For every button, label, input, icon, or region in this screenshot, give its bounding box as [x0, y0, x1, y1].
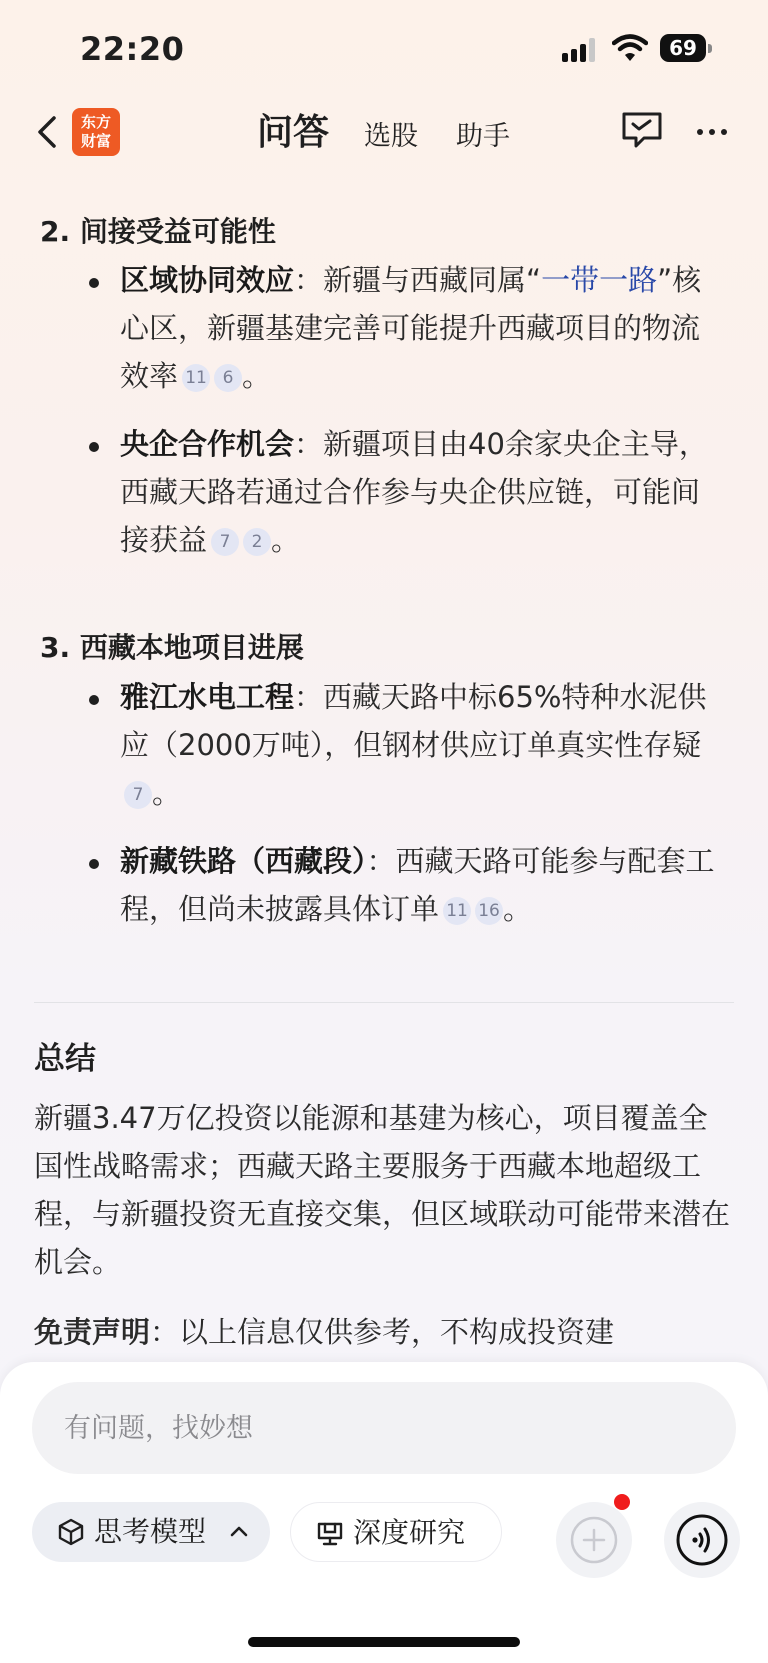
- bullet-text: 央企合作机会：新疆项目由40余家央企主导，西藏天路若通过合作参与央企供应链，可能间接获益 7 2 。: [120, 427, 708, 557]
- section-heading-3: 3. 西藏本地项目进展: [40, 631, 304, 664]
- bullet-text: 新藏铁路（西藏段）：西藏天路可能参与配套工程，但尚未披露具体订单 11 16 。: [120, 844, 715, 926]
- wifi-icon: [612, 34, 648, 62]
- list-item: [92, 420, 722, 564]
- tab-qa[interactable]: 问答: [257, 112, 330, 153]
- bullet-dot: [89, 695, 99, 705]
- deep-research-button[interactable]: [290, 1502, 502, 1562]
- back-icon[interactable]: [34, 114, 62, 150]
- status-time: 22:20: [80, 30, 185, 68]
- citation-badge[interactable]: 11: [443, 897, 471, 925]
- research-icon: [315, 1518, 345, 1548]
- bullet-dot: [89, 278, 99, 288]
- question-input[interactable]: [32, 1382, 736, 1474]
- deep-research-label: 深度研究: [353, 1516, 466, 1549]
- bullet-text: 区域协同效应：新疆与西藏同属“一带一路”核心区，新疆基建完善可能提升西藏项目的物流效率 11 6 。: [120, 263, 702, 393]
- citation-badge[interactable]: 11: [182, 364, 210, 392]
- home-indicator: [248, 1637, 520, 1647]
- citation-badge[interactable]: 6: [214, 364, 242, 392]
- notification-dot: [614, 1494, 630, 1510]
- bullet-dot: [89, 442, 99, 452]
- disclaimer: 免责声明：以上信息仅供参考，不构成投资建: [34, 1315, 615, 1349]
- summary-title: 总结: [34, 1041, 96, 1077]
- bullet-text: 雅江水电工程：西藏天路中标65%特种水泥供应（2000万吨），但钢材供应订单真实性存疑7 。: [120, 680, 707, 810]
- tab-stock-picker[interactable]: 选股: [364, 121, 418, 152]
- divider: [34, 1002, 734, 1003]
- cube-icon: [56, 1517, 86, 1547]
- signal-icon: [562, 38, 598, 62]
- voice-icon: [664, 1502, 740, 1578]
- status-bar: [0, 0, 768, 100]
- plus-icon: [556, 1502, 632, 1578]
- list-item: [92, 256, 722, 400]
- think-model-button[interactable]: [32, 1502, 270, 1562]
- section-heading-2: 2. 间接受益可能性: [40, 215, 276, 248]
- nav-bar: [0, 100, 768, 164]
- add-button[interactable]: [556, 1502, 632, 1578]
- think-model-label: 思考模型: [94, 1515, 207, 1548]
- battery-icon: [660, 34, 712, 62]
- citation-badge[interactable]: 7: [124, 781, 152, 809]
- battery-level: 69: [660, 34, 706, 62]
- more-icon[interactable]: [692, 114, 732, 150]
- tab-assistant[interactable]: 助手: [456, 121, 510, 152]
- composer-panel: [0, 1362, 768, 1663]
- app-logo: 东方 财富: [72, 108, 120, 156]
- list-item: [92, 837, 722, 933]
- summary-text: 新疆3.47万亿投资以能源和基建为核心，项目覆盖全国性战略需求；西藏天路主要服务于西藏本地超级工程，与新疆投资无直接交集，但区域联动可能带来潜在机会。: [34, 1101, 731, 1279]
- bullet-dot: [89, 859, 99, 869]
- highlight-link[interactable]: 一带一路: [541, 263, 658, 297]
- voice-button[interactable]: [664, 1502, 740, 1578]
- citation-badge[interactable]: 2: [243, 528, 271, 556]
- citation-badge[interactable]: 7: [211, 528, 239, 556]
- list-item: [92, 673, 722, 817]
- citation-badge[interactable]: 16: [475, 897, 503, 925]
- chat-feedback-icon[interactable]: [620, 110, 664, 150]
- chevron-up-icon: [230, 1524, 248, 1538]
